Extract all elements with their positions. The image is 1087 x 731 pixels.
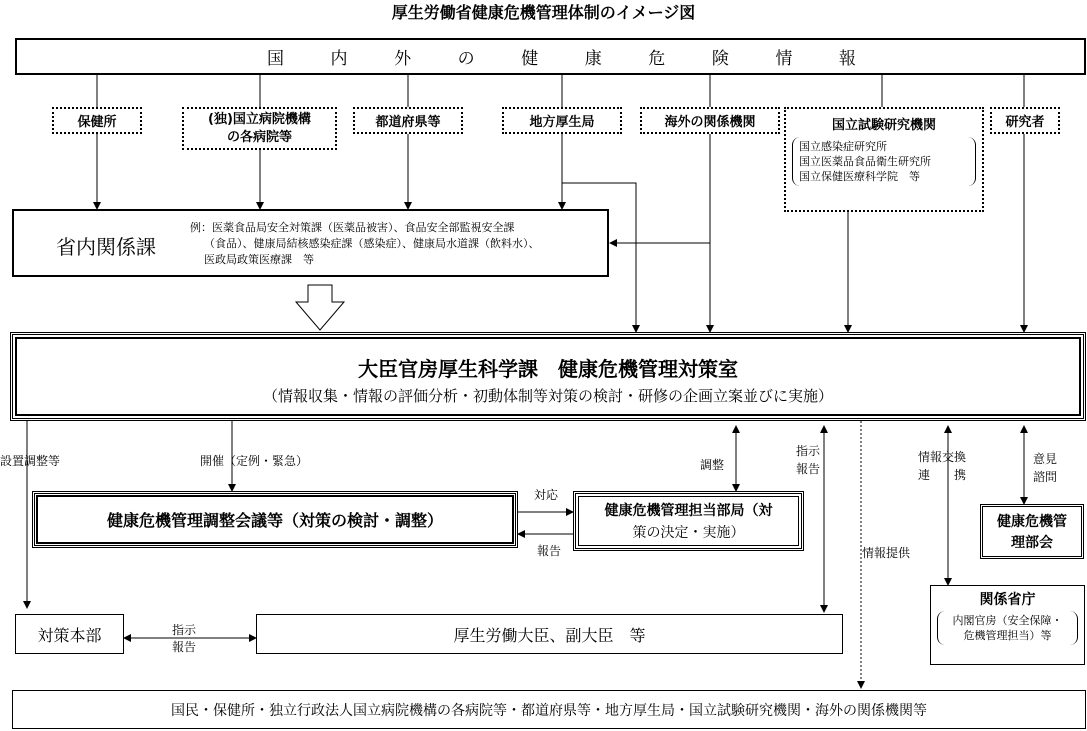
label-chosei: 調整 bbox=[700, 458, 725, 472]
label-joho-teikyo: 情報提供 bbox=[862, 546, 911, 560]
banner-char: 報 bbox=[838, 49, 856, 69]
banner-char: 外 bbox=[394, 49, 412, 69]
banner-char: 情 bbox=[775, 49, 793, 69]
dept-in-charge-box: 健康危機管理担当部局（対 策の決定・実施） bbox=[573, 491, 804, 551]
page-title: 厚生労働省健康危機管理体制のイメージ図 bbox=[391, 3, 696, 22]
main-office-subtitle: （情報収集・情報の評価分析・初動体制等対策の検討・研修の企画立案並びに実施） bbox=[262, 387, 833, 405]
taisaku-honbu-box: 対策本部 bbox=[15, 614, 124, 654]
council-box: 健康危機管理調整会議等（対策の検討・調整） bbox=[32, 491, 518, 548]
related-ministries-box: 関係省庁 内閣官房（安全保障・ 危機管理担当）等 bbox=[930, 585, 1085, 665]
source-researcher: 研究者 bbox=[990, 107, 1060, 134]
related-ministries-detail: 内閣官房（安全保障・ 危機管理担当）等 bbox=[937, 611, 1078, 645]
banner-char: 康 bbox=[584, 49, 602, 69]
source-regional-bureau: 地方厚生局 bbox=[502, 107, 622, 134]
ministry-dept-title: 省内関係課 bbox=[56, 235, 156, 259]
label-hokoku: 報告 bbox=[537, 544, 562, 558]
institute-list: 国立感染症研究所 国立医薬品食品衛生研究所 国立保健医療科学院 等 bbox=[792, 137, 976, 186]
label-setchi: 設置調整等 bbox=[0, 454, 61, 468]
banner-char: 国 bbox=[267, 49, 284, 69]
flow-arrow-icon bbox=[296, 285, 344, 330]
crisis-committee-box: 健康危機管 理部会 bbox=[980, 504, 1084, 559]
banner-char: 内 bbox=[330, 49, 348, 69]
label-kaisai: 開催（定例・緊急） bbox=[200, 454, 309, 468]
banner-char: 健 bbox=[521, 49, 539, 69]
ministry-dept-examples: 例：医薬食品局安全対策課（医薬品被害）、食品安全部監視安全課 （食品）、健康局結核感染症課（感染症）、健康局水道課（飲料水）、 医政局政策医療課 等 bbox=[190, 221, 540, 266]
label-shiji-hokoku-bottom: 指示 報告 bbox=[172, 623, 197, 654]
banner-char: の bbox=[457, 49, 475, 69]
label-shiji-hokoku: 指示 報告 bbox=[796, 444, 821, 476]
source-overseas: 海外の関係機関 bbox=[640, 107, 780, 134]
top-banner bbox=[15, 38, 1086, 75]
label-taio: 対応 bbox=[534, 488, 559, 502]
label-joho-kokan: 情報交換 連 携 bbox=[918, 450, 967, 482]
banner-char: 危 bbox=[648, 49, 666, 69]
source-hospitals: (独)国立病院機構 の各病院等 bbox=[182, 107, 337, 150]
source-prefecture: 都道府県等 bbox=[353, 107, 463, 134]
main-office-title: 大臣官房厚生科学課 健康危機管理対策室 bbox=[358, 357, 738, 381]
ministry-dept-box bbox=[12, 209, 609, 277]
source-institutes: 国立試験研究機関 国立感染症研究所 国立医薬品食品衛生研究所 国立保健医療科学院 等 bbox=[784, 107, 984, 212]
bottom-banner: 国民・保健所・独立行政法人国立病院機構の各病院等・都道府県等・地方厚生局・国立試験研究機関・海外の関係機関等 bbox=[12, 690, 1086, 729]
label-iken-shimon: 意見 諮問 bbox=[1033, 452, 1058, 484]
source-hokenjo: 保健所 bbox=[52, 107, 142, 134]
banner-char: 険 bbox=[711, 49, 729, 69]
minister-box: 厚生労働大臣、副大臣 等 bbox=[256, 614, 843, 654]
main-office-box bbox=[10, 332, 1086, 421]
